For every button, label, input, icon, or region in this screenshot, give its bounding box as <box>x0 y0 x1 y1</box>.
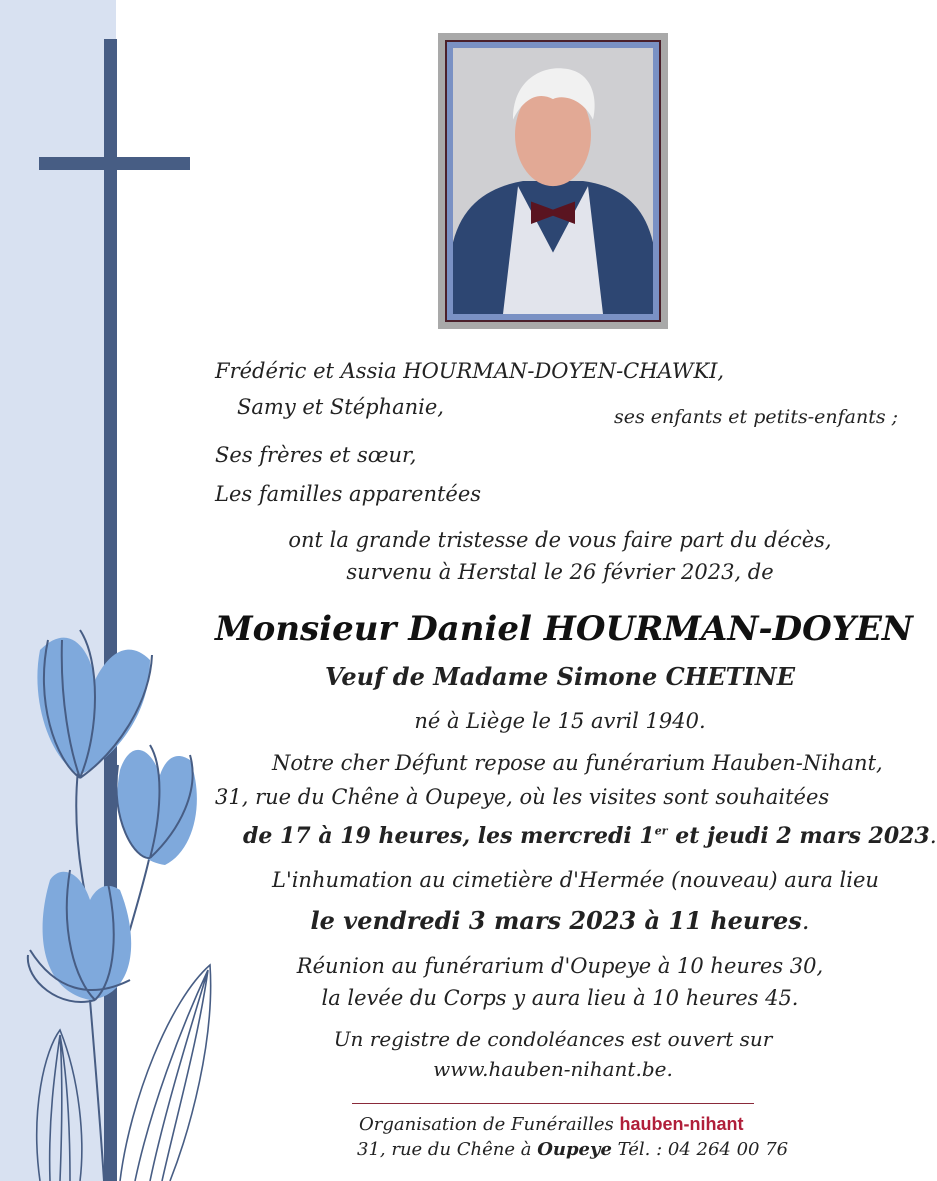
gathering-line-1: Réunion au funérarium d'Oupeye à 10 heures 30, <box>296 954 824 978</box>
visitation-line-2: 31, rue du Chêne à Oupeye, où les visites sont souhaitées <box>215 785 830 809</box>
visitation-line-1: Notre cher Défunt repose au funérarium Hauben-Nihant, <box>272 751 883 775</box>
leaf-left <box>37 1030 82 1181</box>
footer-address-phone: Tél. : 04 264 00 76 <box>611 1139 789 1160</box>
visitation-times <box>243 823 937 850</box>
condolences-line-1: Un registre de condoléances est ouvert sur <box>333 1027 773 1051</box>
visitation-superscript: er <box>654 824 668 838</box>
announcement-line-2: survenu à Herstal le 26 février 2023, de <box>346 560 774 584</box>
footer-organisation <box>359 1112 744 1137</box>
burial-date-text: le vendredi 3 mars 2023 à 11 heures <box>310 906 802 935</box>
cross-and-tulips-decoration <box>0 0 230 1181</box>
family-relation: ses enfants et petits-enfants ; <box>614 406 899 428</box>
cross-horizontal-bar <box>39 157 190 170</box>
tulip-lower <box>28 870 131 1002</box>
visitation-times-part-2: et jeudi 2 mars 2023 <box>667 823 930 849</box>
footer-org-label: Organisation de Funérailles <box>359 1114 620 1135</box>
footer-brand-logo: hauben-nihant <box>619 1114 744 1134</box>
burial-date-period: . <box>801 907 810 935</box>
visitation-times-period: . <box>929 824 937 849</box>
visitation-times-part-1: de 17 à 19 heures, les mercredi 1 <box>243 823 655 849</box>
deceased-birth: né à Liège le 15 avril 1940. <box>414 709 706 733</box>
gathering-line-2: la levée du Corps y aura lieu à 10 heures 45. <box>321 986 799 1010</box>
portrait-photo <box>453 48 653 314</box>
burial-line-1: L'inhumation au cimetière d'Hermée (nouveau) aura lieu <box>272 868 879 892</box>
family-children-names: Frédéric et Assia HOURMAN-DOYEN-CHAWKI, <box>215 359 725 383</box>
footer-address-part-1: 31, rue du Chêne à <box>357 1139 538 1160</box>
family-siblings: Ses frères et sœur, <box>215 443 417 467</box>
family-grandchildren-names: Samy et Stéphanie, <box>237 395 444 419</box>
portrait-mat <box>445 40 661 322</box>
burial-date <box>215 906 905 936</box>
tulip-middle <box>116 745 196 865</box>
family-relatives: Les familles apparentées <box>215 482 482 506</box>
portrait-frame <box>438 33 668 329</box>
footer-address <box>357 1138 788 1162</box>
condolences-website[interactable]: www.hauben-nihant.be. <box>433 1057 673 1081</box>
deceased-name: Monsieur Daniel HOURMAN-DOYEN <box>215 609 913 649</box>
footer-address-city: Oupeye <box>537 1139 612 1160</box>
cross-vertical-bar <box>104 39 117 1181</box>
deceased-spouse: Veuf de Madame Simone CHETINE <box>324 662 795 691</box>
footer-divider <box>352 1103 754 1104</box>
announcement-line-1: ont la grande tristesse de vous faire part du décès, <box>288 528 832 552</box>
